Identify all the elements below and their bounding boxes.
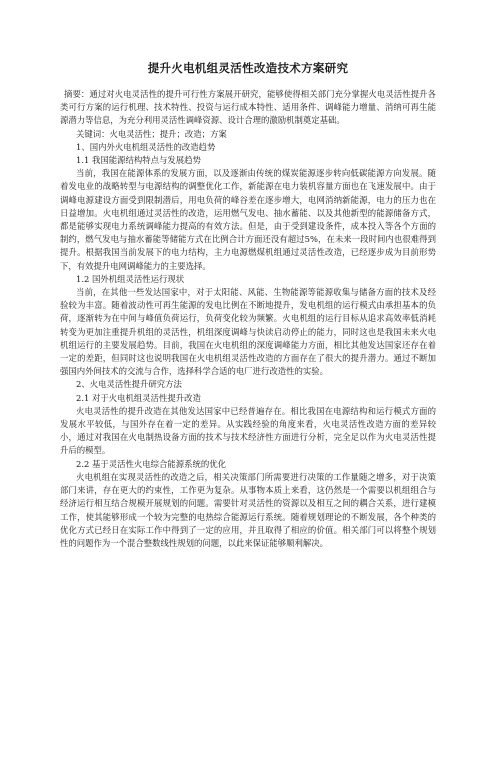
document-title: 提升火电机组灵活性改造技术方案研究 [147,61,349,75]
section-heading-1: 1、国内外火电机组灵活性的改造趋势 [76,141,216,152]
abstract-paragraph: 摘要：通过对火电灵活性的提升可行性方案展开研究，能够使得相关部门充分掌握火电灵活性提升各类可行方案的运行机理、技术特性、投资与运行成本特性、适用条件、调峰能力增量、消纳可再生能源潜力等信息，为充分利用灵活性调峰资源、设计合理的激励机制奠定基础。 [60,89,436,126]
section-heading-2: 2、火电灵活性提升研究方法 [76,379,182,390]
body-paragraph-1-2: 当前，在其他一些发达国家中，对于太阳能、风能、生物能源等能源收集与储备方面的技术及经验较为丰富。随着波动性可再生能源的发电比例在不断地提升，发电机组的运行模式由承担基本的负荷，逐渐转为在中间与峰值负荷运行，负荷变化较为频繁。火电机组的运行目标从追求高效率低消耗转变为更加注重提升机组的灵活性，机组深度调峰与快读启动停止的能力，同时这也是我国未来火电机组运行的主要发展趋势。目前，我国在火电机组的深度调峰能力方面，相比其他发达国家还存在着一定的差距，但同时这也说明我国在火电机组灵活性改造的方面存在了很大的提升潜力。通过不断加强国内外间技术的交流与合作，选择科学合适的电厂进行改造性的实验。 [60,287,436,377]
body-paragraph-2-2: 火电机组在实现灵活性的改造之后，相关决策部门所需要进行决策的工作量随之增多，对于决策部门来讲，存在更大的约束性，工作更为复杂。从事物本质上来看，这仍然是一个需要以机组组合与经济运行相互结合规模开展规划的问题。需要针对灵活性的资源以及相互之间的耦合关系，进行建模工作，使其能够形成一个较为完整的电热综合能源运行系统。随着规划理论的不断发展，各个种类的优化方式已经日在实际工作中得到了一定的应用，并且取得了相应的价值。相关部门可以将整个规划性的问题作为一个混合整数线性规划的问题，以此来保证能够顺利解决。 [60,471,436,548]
subsection-heading-1-1: 1.1 我国能源结构特点与发展趋势 [76,155,201,166]
subsection-heading-2-2: 2.2 基于灵活性火电综合能源系统的优化 [76,458,226,469]
subsection-heading-2-1: 2.1 对于火电机组灵活性提升改造 [76,392,201,403]
body-paragraph-1-1: 当前，我国在能源体系的发展方面，以及逐渐由传统的煤炭能源逐步转向低碳能源方向发展。随着发电业的战略转型与电源结构的调整优化工作，新能源在电力装机容量方面也在飞速发展中。由于调峰电源建设方面受到限制潜后，用电负荷的峰谷差在逐步增大，电网消纳新能源，电力的压力也在日益增加。火电机组通过灵活性的改造，运用燃气发电、抽水蓄能、以及其他新型的能源储备方式，都是能够实现电力系统调峰能力提高的有效方法。但是，由于受到建设条件，成本投入等各个方面的制约，燃气发电与抽水蓄能等储能方式在比例合计方面还没有超过5%，在未来一段时间内也很难得到提升。根据我国当前发展下的电力结构，主力电源燃煤机组通过灵活性改造，已经逐步成为目前形势下，有效提升电网调峰能力的主要选择。 [60,168,436,271]
subsection-heading-1-2: 1.2 国外机组灵活性运行现状 [76,273,185,284]
body-paragraph-2-1: 火电灵活性的提升改造在其他发达国家中已经普遍存在。相比我国在电源结构和运行模式方面的发展水平较低，与国外存在着一定的差异。从实践经验的角度来看，火电灵活性改造方面的差异较小，通过对我国在火电制热设备方面的技术与技术经济性方面进行分析，完全足以作为火电灵活性提升后的模型。 [60,405,436,456]
keywords-line: 关键词：火电灵活性；提升；改造；方案 [76,128,227,139]
document-page [0,60,496,762]
